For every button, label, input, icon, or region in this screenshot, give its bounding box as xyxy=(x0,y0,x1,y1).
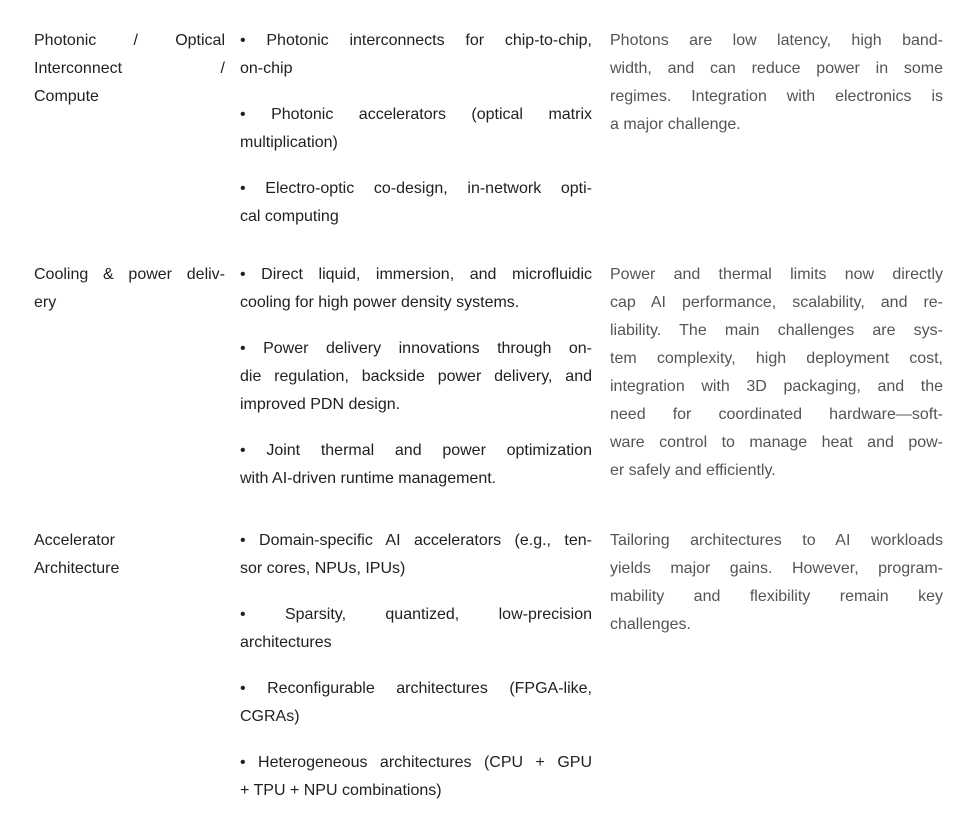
notes-paragraph xyxy=(610,27,943,139)
text-line: • Direct liquid, immersion, and microfluidic xyxy=(240,266,592,283)
text-line: ware control to manage heat and pow- xyxy=(610,434,943,451)
topic-cell xyxy=(34,261,225,317)
text-line: Architecture xyxy=(34,560,120,577)
directions-cell xyxy=(240,261,592,493)
text-line: CGRAs) xyxy=(240,708,300,725)
bullet-item xyxy=(240,261,592,317)
text-line: Power and thermal limits now directly xyxy=(610,266,943,283)
text-line: sor cores, NPUs, IPUs) xyxy=(240,560,406,577)
text-line: • Photonic accelerators (optical matrix xyxy=(240,106,592,123)
text-line: architectures xyxy=(240,634,332,651)
text-line: tem complexity, high deployment cost, xyxy=(610,350,943,367)
text-line: • Electro-optic co-design, in-network opti- xyxy=(240,180,592,197)
text-line: er safely and efficiently. xyxy=(610,462,776,479)
text-line: Accelerator xyxy=(34,532,115,549)
text-line: with AI-driven runtime management. xyxy=(240,470,497,487)
topic-cell xyxy=(34,27,225,111)
notes-cell xyxy=(610,527,943,639)
text-line: • Domain-specific AI accelerators (e.g., ten- xyxy=(240,532,592,549)
bullet-item xyxy=(240,675,592,731)
text-line: multiplication) xyxy=(240,134,338,151)
text-line: • Photonic interconnects for chip-to-chip, xyxy=(240,32,592,49)
text-line: cooling for high power density systems. xyxy=(240,294,520,311)
text-line: • Heterogeneous architectures (CPU + GPU xyxy=(240,754,592,771)
table-row xyxy=(34,27,942,231)
bullet-item xyxy=(240,437,592,493)
text-line: cap AI performance, scalability, and re- xyxy=(610,294,943,311)
text-line: yields major gains. However, program- xyxy=(610,560,943,577)
text-line: die regulation, backside power delivery, and xyxy=(240,368,592,385)
text-line: Cooling & power deliv- xyxy=(34,266,225,283)
text-line: • Reconfigurable architectures (FPGA-like, xyxy=(240,680,592,697)
text-line: • Power delivery innovations through on- xyxy=(240,340,592,357)
notes-paragraph xyxy=(610,261,943,485)
text-line: liability. The main challenges are sys- xyxy=(610,322,943,339)
text-line: integration with 3D packaging, and the xyxy=(610,378,943,395)
text-line: Tailoring architectures to AI workloads xyxy=(610,532,943,549)
topic-text xyxy=(34,527,225,583)
bullet-item xyxy=(240,601,592,657)
text-line: on-chip xyxy=(240,60,293,77)
bullet-item xyxy=(240,335,592,419)
text-line: need for coordinated hardware—soft- xyxy=(610,406,943,423)
text-line: ery xyxy=(34,294,57,311)
topic-text xyxy=(34,261,225,317)
text-line: + TPU + NPU combinations) xyxy=(240,782,442,799)
bullet-item xyxy=(240,175,592,231)
text-line: mability and flexibility remain key xyxy=(610,588,943,605)
notes-cell xyxy=(610,27,943,139)
text-line: cal computing xyxy=(240,208,339,225)
text-line: • Joint thermal and power optimization xyxy=(240,442,592,459)
bullet-item xyxy=(240,527,592,583)
text-line: challenges. xyxy=(610,616,691,633)
table-row xyxy=(34,527,942,805)
notes-paragraph xyxy=(610,527,943,639)
table-row xyxy=(34,261,942,493)
text-line: improved PDN design. xyxy=(240,396,401,413)
topic-cell xyxy=(34,527,225,583)
research-table xyxy=(34,27,942,805)
topic-text xyxy=(34,27,225,111)
text-line: Interconnect / xyxy=(34,60,225,77)
directions-cell xyxy=(240,27,592,231)
text-line: regimes. Integration with electronics is xyxy=(610,88,943,105)
text-line: Compute xyxy=(34,88,99,105)
directions-cell xyxy=(240,527,592,805)
text-line: a major challenge. xyxy=(610,116,741,133)
bullet-item xyxy=(240,27,592,83)
bullet-item xyxy=(240,749,592,805)
text-line: Photons are low latency, high band- xyxy=(610,32,943,49)
bullet-item xyxy=(240,101,592,157)
text-line: Photonic / Optical xyxy=(34,32,225,49)
text-line: • Sparsity, quantized, low-precision xyxy=(240,606,592,623)
notes-cell xyxy=(610,261,943,485)
text-line: width, and can reduce power in some xyxy=(610,60,943,77)
